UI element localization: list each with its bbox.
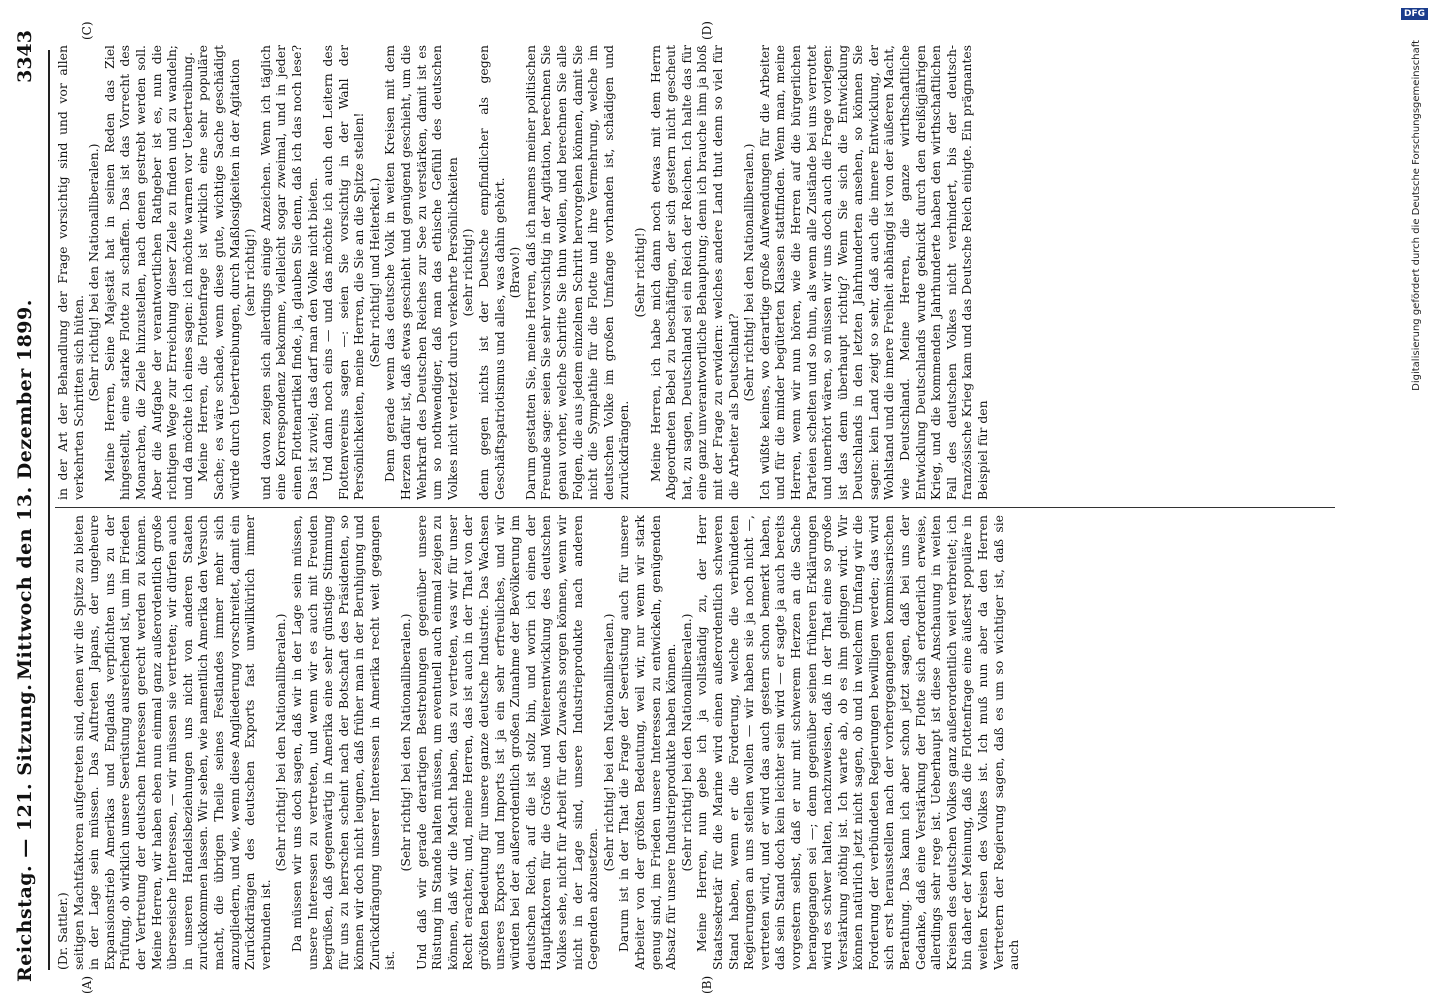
interjection: (Sehr richtig! bei den Nationalliberalen.) xyxy=(86,143,102,402)
interjection: (sehr richtig!) xyxy=(460,228,476,317)
column-separator xyxy=(55,507,1335,508)
paragraph: und davon zeigen sich allerdings einige Anzeichen. Wenn ich täglich eine Korrespondenz bekomme, vielleicht sogar zweimal, und in jeder einen Flottenartikel finde, ja, glauben Sie denn, daß ich das noch lese? Das ist zuviel; das darf man den Volke nicht bieten. xyxy=(257,45,320,500)
margin-mark-d: (D) xyxy=(700,21,714,40)
paragraph: Darum ist in der That die Frage der Seerüstung auch für unsere Arbeiter von der größten Bedeutung, weil wir, nur wenn wir stark genug sind, im Frieden unsere Interessen zu entwickeln, genügenden Absatz für unsere Industrieprodukte haben können. xyxy=(616,515,679,970)
paragraph: Ich wüßte keines, wo derartige große Aufwendungen für die Arbeiter und für die minder begüterten Klassen stattfinden. Wenn man, meine Herren, wenn wir nun hören, wie die Herren auf die bürgerlichen Parteien schelten und so thun, als wenn alle Zustände bei uns verrottet und unerhört wären, so müssen wir uns doch auch die Frage vorlegen: ist das denn überhaupt richtig? Wenn Sie sich die Entwicklung Deutschlands in den letzten Jahrhunderten ansehen, so können Sie sagen: kein Land zeigt so sehr, daß auch die innere Entwicklung, der Wohlstand und die innere Freiheit abhängig ist von der äußeren Macht, wie Deutschland. Meine Herren, die ganze wirthschaftliche Entwicklung Deutschlands wurde geknickt durch den dreißigjährigen Krieg, und die kommenden Jahrhunderte haben den wirthschaftlichen Fall des deutschen Volkes nicht verhindert, bis der deutsch-französische Krieg kam und das Deutsche Reich einigte. Ein prägnantes Beispiel für den xyxy=(756,45,991,500)
dfg-logo: DFG xyxy=(1401,8,1428,20)
paragraph: denn gegen nichts ist der Deutsche empfindlicher als gegen Geschäftspatriotismus und alles, was dahin gehört. xyxy=(476,45,507,500)
margin-mark-c: (C) xyxy=(80,21,94,40)
paragraph: Und daß wir gerade derartigen Bestrebungen gegenüber unsere Rüstung im Stande halten müssen, um eventuell auch einmal zeigen zu können, daß wir die Macht haben, das zu vertreten, was wir für unser Recht erachten; und, meine Herren, das ist auch in der That von der größten Bedeutung für unsere ganze deutsche Industrie. Das Wachsen unseres Exports und Imports ist ja ein sehr erfreuliches, und wir würden bei der außerordentlich großen Zunahme der Bevölkerung im deutschen Reich, auf die ist stolz bin, und worin ich einen der Hauptfaktoren für die Größe und Weiterentwicklung des deutschen Volkes sehe, nicht für Arbeit für den Zuwachs sorgen können, wenn wir nicht in der Lage sind, unsere Industrieprodukte nach anderen Gegenden abzusetzen. xyxy=(413,515,601,970)
margin-mark-b: (B) xyxy=(700,975,714,994)
margin-mark-a: (A) xyxy=(80,975,94,994)
paragraph: seitigen Machtfaktoren aufgetreten sind, denen wir die Spitze zu bieten in der Lage sein müssen. Das Auftreten Japans, der ungeheure Expansionstrieb Amerikas und Englands verpflichten uns zu der Prüfung, ob wirklich unsere Seerüstung ausreichend ist, um im Frieden der Vertretung der deutschen Interessen gerecht werden zu können. Meine Herren, wir haben eben nun einmal ganz außerordentlich große überseeische Interessen, — wir müssen sie vertreten; wir dürfen auch in unseren Handelsbeziehungen uns nicht von anderen Staaten zurückkommen lassen. Wir sehen, wie namentlich Amerika den Versuch macht, die übrigen Theile seines Festlandes immer mehr sich anzugliedern, und wie, wenn diese Angliederung vorschreitet, damit ein Zurückdrängen des deutschen Exports fast unwillkürlich immer verbunden ist. xyxy=(70,515,273,970)
interjection: (Sehr richtig! bei den Nationalliberalen.) xyxy=(741,143,757,402)
interjection: (Sehr richtig! bei den Nationalliberalen.) xyxy=(398,613,414,872)
speaker-label: (Dr. Sattler.) xyxy=(55,892,70,970)
paragraph: Meine Herren, die Flottenfrage ist wirklich eine sehr populäre Sache; es wäre schade, wenn diese gute, wichtige Sache geschädigt würde durch Uebertreibungen, durch Maßlosigkeiten in der Agitation xyxy=(195,45,242,500)
header-date: Mittwoch den 13. Dezember 1899. xyxy=(14,299,36,680)
header-left-title: Reichstag. — 121. Sitzung. xyxy=(14,683,36,982)
left-column xyxy=(55,515,1335,970)
header-rule xyxy=(48,50,50,970)
interjection: (Sehr richtig! bei den Nationalliberalen.) xyxy=(273,613,289,872)
interjection: (Sehr richtig!) xyxy=(631,227,647,318)
digitization-credit: Digitalisierung gefördert durch die Deutsche Forschungsgemeinschaft xyxy=(1411,40,1422,391)
paragraph: Darum gestatten Sie, meine Herren, daß ich namens meiner politischen Freunde sage: seien Sie sehr vorsichtig in der Agitation, berechnen Sie genau vorher, welche Schritte Sie thun wollen, und berechnen Sie alle Folgen, die aus jedem einzelnen Schritt hervorgehen können, damit Sie nicht die Sympathie für die Flotte und ihre Vermehrung, welche im deutschen Volke im großen Umfange vorhanden ist, schädigen und zurückdrängen. xyxy=(522,45,632,500)
interjection: (Sehr richtig! bei den Nationalliberalen.) xyxy=(600,613,616,872)
right-column xyxy=(55,45,1335,500)
interjection: (Sehr richtig! und Heiterkeit.) xyxy=(366,177,382,368)
paragraph: Da müssen wir uns doch sagen, daß wir in der Lage sein müssen, unsere Interessen zu vertreten, und wenn wir es auch mit Freuden begrüßen, daß gegenwärtig in Amerika eine sehr günstige Stimmung für uns zu herrschen scheint nach der Botschaft des Präsidenten, so können wir doch nicht leugnen, daß früher man in der Beruhigung und Zurückdrängung unserer Interessen in Amerika recht weit gegangen ist. xyxy=(288,515,398,970)
paragraph: Meine Herren, ich habe mich dann noch etwas mit dem Herrn Abgeordneten Bebel zu beschäftigen, der sich gestern nicht gescheut hat, zu sagen, Deutschland sei ein Reich der Reichen. Ich halte das für eine ganz unverantwortliche Behauptung; denn ich brauche ihm ja bloß mit der Frage zu erwidern: welches andere Land thut denn so viel für die Arbeiter als Deutschland? xyxy=(647,45,741,500)
paragraph: Denn gerade wenn das deutsche Volk in weiten Kreisen mit dem Herzen dafür ist, daß etwas geschieht und genügend geschieht, um die Wehrkraft des Deutschen Reiches zur See zu verstärken, damit ist es um so nothwendiger, daß man das ethische Gefühl des deutschen Volkes nicht verletzt durch verkehrte Persönlichkeiten xyxy=(382,45,460,500)
paragraph: Meine Herren, Seine Majestät hat in seinen Reden das Ziel hingestellt, eine starke Flotte zu schaffen. Das ist das Vorrecht des Monarchen, die Ziele hinzustellen, nach denen gestrebt werden soll. Aber die Aufgabe der verantwortlichen Rathgeber ist es, nun die richtigen Wege zur Erreichung dieser Ziele zu finden und zu wandeln; und da möchte ich eines sagen: ich möchte warnen vor Uebertreibung. xyxy=(101,45,195,500)
interjection: (Sehr richtig! bei den Nationalliberalen.) xyxy=(678,613,694,872)
interjection: (Bravo!) xyxy=(507,246,523,299)
page-header xyxy=(0,0,50,1000)
paragraph: Meine Herren, nun gebe ich ja vollständig zu, der Herr Staatssekretär für die Marine wird einen außerordentlich schweren Stand haben, wenn er die Forderung, welche die verbündeten Regierungen an uns stellen wollen — wir haben sie ja noch nicht —, vertreten wird, und er wird das auch gestern schon bemerkt haben, daß sein Stand doch kein leichter sein wird — er sagte ja auch bereits vorgestern selbst, daß er nur mit schwerem Herzen an die Sache herangegangen sei —; denn gegenüber seinen früheren Erklärungen wird es schwer halten, nachzuweisen, daß in der That eine so große Verstärkung nöthig ist. Ich warte ab, ob es ihm gelingen wird. Wir können natürlich jetzt nicht sagen, ob und in welchem Umfang wir die Forderung der verbündeten Regierungen bewilligen werden; das wird sich erst herausstellen nach der vorhergegangenen kommissarischen Berathung. Das kann ich aber schon jetzt sagen, daß bei uns der Gedanke, daß eine Verstärkung der Flotte sich erforderlich erweise, allerdings sehr rege ist. Ueberhaupt ist diese Anschauung in weiten Kreisen des deutschen Volkes ganz außerordentlich weit verbreitet; ich bin daher der Meinung, daß die Flottenfrage eine äußerst populäre in weiten Kreisen des Volkes ist. Ich muß nun aber da den Herren Vertretern der Regierung sagen, daß es um so wichtiger ist, daß sie auch xyxy=(694,515,1022,970)
paragraph: Und dann noch eins — und das möchte ich auch den Leitern des Flottenvereins sagen —: seien Sie vorsichtig in der Wahl der Persönlichkeiten, meine Herren, die Sie an die Spitze stellen! xyxy=(320,45,367,500)
interjection: (sehr richtig!) xyxy=(242,228,258,317)
header-page-number: 3343 xyxy=(14,30,36,83)
paragraph: in der Art der Behandlung der Frage vorsichtig sind und vor allen verkehrten Schritten sich hüten. xyxy=(55,45,86,500)
